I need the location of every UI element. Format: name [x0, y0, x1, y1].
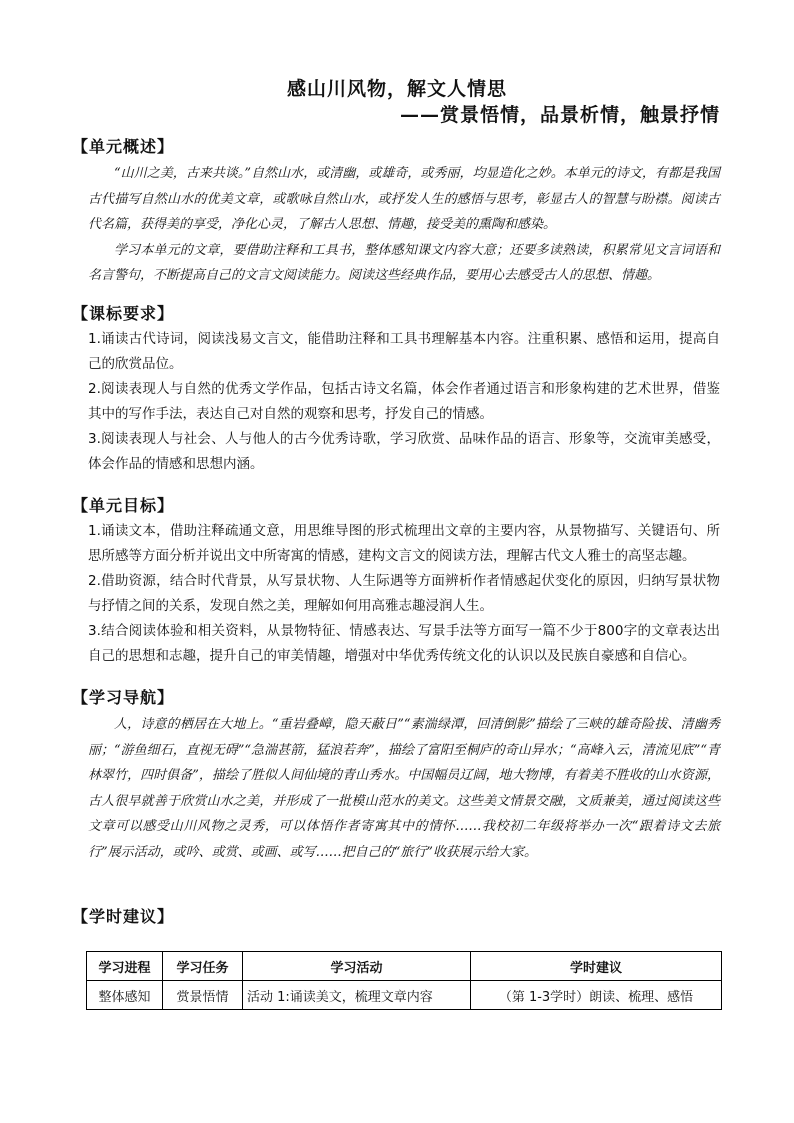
table-cell: 活动 1:诵读美文，梳理文章内容	[243, 981, 471, 1010]
curriculum-list	[88, 327, 720, 477]
list-item: 3.阅读表现人与社会、人与他人的古今优秀诗歌，学习欣赏、品味作品的语言、形象等，交流审美感受，体会作品的情感和思想内涵。	[88, 431, 720, 472]
section-heading-schedule: 【学时建议】	[72, 907, 175, 926]
section-heading-guide: 【学习导航】	[72, 688, 175, 707]
list-item: 1.诵读古代诗词，阅读浅易文言文，能借助注释和工具书理解基本内容。注重积累、感悟和运用，提高自己的欣赏品位。	[88, 331, 720, 372]
list-item: 2.借助资源，结合时代背景，从写景状物、人生际遇等方面辨析作者情感起伏变化的原因，归纳写景状物与抒情之间的关系，发现自然之美，理解如何用高雅志趣浸润人生。	[88, 573, 720, 614]
goals-list	[88, 519, 720, 669]
table-row	[87, 981, 722, 1010]
table-header-row	[87, 952, 722, 981]
overview-paragraph: 学习本单元的文章，要借助注释和工具书，整体感知课文内容大意；还要多读熟读，积累常见文言词语和名言警句，不断提高自己的文言文阅读能力。阅读这些经典作品，要用心去感受古人的思想、情趣。	[88, 242, 720, 283]
table-cell: 整体感知	[87, 981, 163, 1010]
schedule-table	[86, 951, 722, 1010]
section-heading-goals: 【单元目标】	[72, 496, 175, 515]
column-header: 学习活动	[243, 952, 471, 981]
table-cell: 赏景悟情	[163, 981, 243, 1010]
guide-body	[88, 712, 720, 865]
table-cell: （第 1-3学时）朗读、梳理、感悟	[471, 981, 722, 1010]
list-item: 3.结合阅读体验和相关资料，从景物特征、情感表达、写景手法等方面写一篇不少于800字的文章表达出自己的思想和志趣，提升自己的审美情趣，增强对中华优秀传统文化的认识以及民族自豪感和自信心。	[88, 623, 720, 664]
document-title: 感山川风物，解文人情思	[286, 78, 507, 100]
overview-paragraph: “山川之美，古来共谈。”自然山水，或清幽，或雄奇，或秀丽，均显造化之妙。本单元的诗文，有都是我国古代描写自然山水的优美文章，或歌咏自然山水，或抒发人生的感悟与思考，彰显古人的智慧与盼襟。阅读古代名篇，获得美的享受，净化心灵，了解古人思想、情趣，接受美的熏陶和感染。	[88, 166, 720, 232]
list-item: 1.诵读文本，借助注释疏通文意，用思维导图的形式梳理出文章的主要内容，从景物描写、关键语句、所思所感等方面分析并说出文中所寄寓的情感，建构文言文的阅读方法，理解古代文人雅士的高坚志趣。	[88, 523, 720, 564]
column-header: 学习任务	[163, 952, 243, 981]
column-header: 学时建议	[471, 952, 722, 981]
document-subtitle: ——赏景悟情，品景析情，触景抒情	[399, 104, 720, 126]
column-header: 学习进程	[87, 952, 163, 981]
guide-paragraph: 人，诗意的栖居在大地上。“重岩叠嶂，隐天蔽日”“素湍绿潭，回清倒影”描绘了三峡的雄奇险拔、清幽秀丽；“游鱼细石，直视无碍”“急湍甚箭，猛浪若奔”，描绘了富阳至桐庐的奇山异水；“高峰入云，清流见底”“青林翠竹，四时俱备”，描绘了胜似人间仙境的青山秀水。中国幅员辽阔，地大物博，有着美不胜收的山水资源，古人很早就善于欣赏山水之美，并形成了一批模山范水的美文。这些美文情景交融，文质兼美，通过阅读这些文章可以感受山川风物之灵秀，可以体悟作者寄寓其中的情怀……我校初二年级将举办一次“跟着诗文去旅行”展示活动，或吟、或赏、或画、或写……把自己的“旅行”收获展示给大家。	[88, 717, 720, 860]
section-heading-overview: 【单元概述】	[72, 137, 175, 156]
overview-body	[88, 161, 720, 289]
section-heading-curriculum: 【课标要求】	[72, 304, 175, 323]
list-item: 2.阅读表现人与自然的优秀文学作品，包括古诗文名篇，体会作者通过语言和形象构建的艺术世界，借鉴其中的写作手法，表达自己对自然的观察和思考，抒发自己的情感。	[88, 381, 720, 422]
